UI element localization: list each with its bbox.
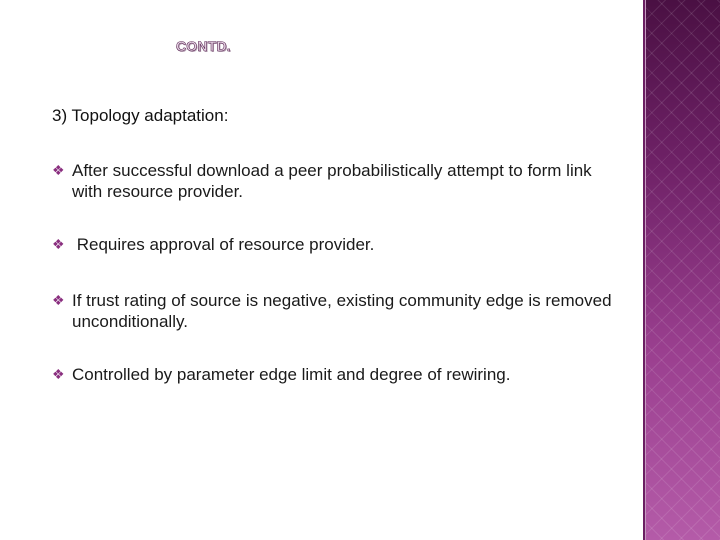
slide-title: CONTD. xyxy=(176,38,231,54)
decorative-side-panel xyxy=(643,0,720,540)
bullet-text: If trust rating of source is negative, existing community edge is removed unconditionally. xyxy=(72,291,612,331)
bullet-item xyxy=(52,160,612,202)
bullet-item xyxy=(52,234,612,255)
diamond-bullet-icon: ❖ xyxy=(52,292,65,308)
bullet-text: Controlled by parameter edge limit and degree of rewiring. xyxy=(72,365,511,384)
diamond-bullet-icon: ❖ xyxy=(52,162,65,178)
bullet-list xyxy=(52,160,612,417)
bullet-text: Requires approval of resource provider. xyxy=(72,235,375,254)
diamond-bullet-icon: ❖ xyxy=(52,236,65,252)
diamond-bullet-icon: ❖ xyxy=(52,366,65,382)
bullet-text: After successful download a peer probabilistically attempt to form link with resource provider. xyxy=(72,161,592,201)
bullet-item xyxy=(52,364,612,385)
bullet-item xyxy=(52,290,612,332)
section-subheading: 3) Topology adaptation: xyxy=(52,106,229,125)
